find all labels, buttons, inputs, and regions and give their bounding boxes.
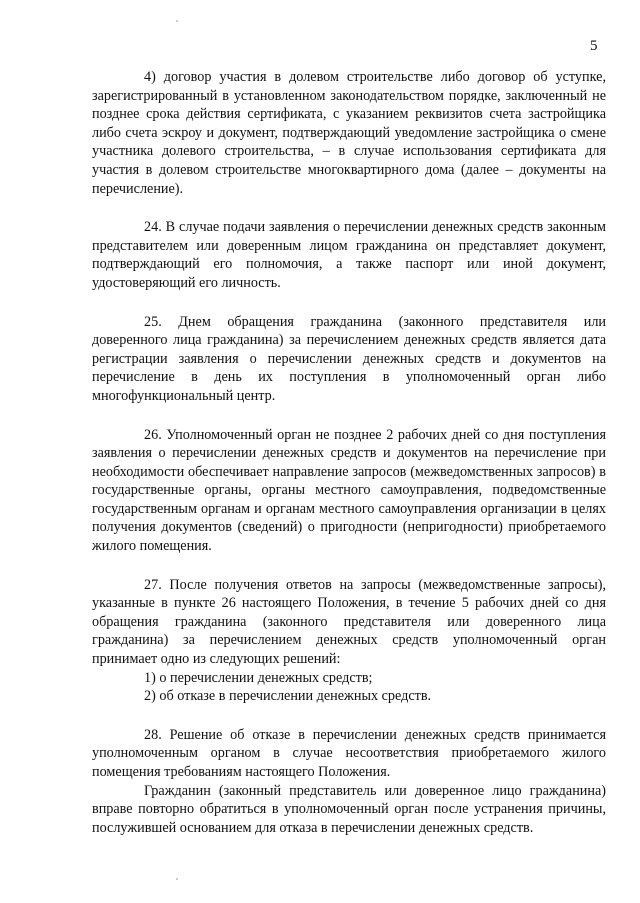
paragraph-gap: [92, 198, 606, 218]
paragraph-25: 25. Днем обращения гражданина (законного представителя или доверенного лица гражданина) за перечислением денежных средств является дата регистрации заявления о перечислении денежных средств и документов на перечисление в день их поступления в уполномоченный орган либо многофункциональный центр.: [92, 313, 606, 404]
decision-option-transfer: 1) о перечислении денежных средств;: [144, 669, 373, 686]
paragraph-28: 28. Решение об отказе в перечислении денежных средств принимается уполномоченным органом в случае несоответствия приобретаемого жилого помещения требованиям настоящего Положения.: [92, 726, 606, 780]
paragraph-24: 24. В случае подачи заявления о перечислении денежных средств законным представителем или доверенным лицом гражданина он представляет документ, подтверждающий его полномочия, а также паспорт или иной документ, удостоверяющий его личность.: [92, 219, 606, 291]
paragraph-gap: [92, 406, 606, 426]
scan-artifact: [176, 20, 178, 22]
scan-artifact: [176, 878, 178, 880]
paragraph-28-reapply: Гражданин (законный представитель или доверенное лицо гражданина) вправе повторно обратиться в уполномоченный орган после устранения причины, послужившей основанием для отказа в перечислении денежных средств.: [92, 782, 606, 836]
paragraph-gap: [92, 293, 606, 313]
decision-option-refusal: 2) об отказе в перечислении денежных средств.: [144, 688, 432, 705]
paragraph-27: 27. После получения ответов на запросы (межведомственные запросы), указанные в пункте 26 настоящего Положения, в течение 5 рабочих дней со дня обращения гражданина (законного представителя или доверенного лица гражданина) за перечислением денежных средств уполномоченный орган принимает одно из следующих решений:: [92, 576, 606, 668]
paragraph-gap: [92, 706, 606, 726]
paragraph-26: 26. Уполномоченный орган не позднее 2 рабочих дней со дня поступления заявления о перечислении денежных средств и документов на перечисление при необходимости обеспечивает направление запросов (межведомственных запросов) в государственные органы, органы местного самоуправления, подведомственные государственным органам и органам местного самоуправления организации в целях получения документов (сведений) о пригодности (непригодности) приобретаемого жилого помещения.: [92, 426, 606, 555]
paragraph-item-4: 4) договор участия в долевом строительстве либо договор об уступке, зарегистрированный в установленном законодательством порядке, заключенный не позднее срока действия сертификата, с указанием реквизитов счета застройщика либо счета эскроу и документ, подтверждающий уведомление застройщика о смене участника долевого строительства, – в случае использования сертификата для участия в долевом строительстве многоквартирного дома (далее – документы на перечисление).: [92, 69, 606, 197]
paragraph-gap: [92, 556, 606, 576]
document-body: [92, 68, 606, 837]
page-number: 5: [590, 38, 598, 54]
